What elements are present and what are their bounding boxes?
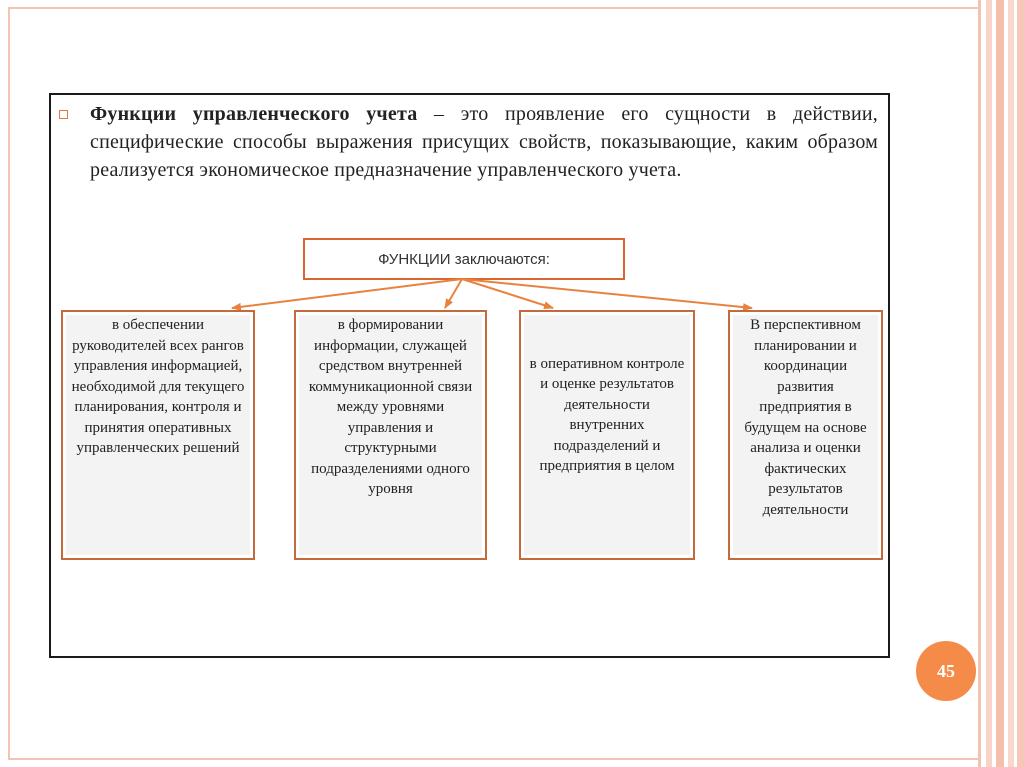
decor-stripe <box>978 0 981 767</box>
intro-paragraph <box>90 100 878 184</box>
decor-stripe <box>1008 0 1014 767</box>
function-text-3: в оперативном контроле и оценке результатов деятельности внутренних подразделений и предприятия в целом <box>529 355 685 474</box>
function-text-4: В перспективном планировании и координации развития предприятия в будущем на основе анализа и оценки фактических результатов деятельности <box>744 317 867 518</box>
slide-frame-left <box>8 7 10 760</box>
intro-definition: – это проявление его сущности в действии, специфические способы выражения присущих свойств, показывающие, каким образом реализуется экономическое предназначение управленческого учета. <box>90 103 878 181</box>
functions-root-box <box>303 238 625 280</box>
slide-frame-top <box>8 7 980 9</box>
square-bullet-icon <box>59 110 68 119</box>
function-box-1 <box>61 310 255 560</box>
decor-stripe <box>1017 0 1024 767</box>
decor-stripe <box>986 0 992 767</box>
functions-root-label: ФУНКЦИИ заключаются: <box>378 250 550 268</box>
page-number: 45 <box>937 660 955 681</box>
intro-term: Функции управленческого учета <box>90 103 418 125</box>
function-text-2: в формировании информации, служащей средством внутренней коммуникационной связи между уровнями управления и структурными подразделениями одного уровня <box>308 317 473 497</box>
slide-frame-bottom <box>8 758 980 760</box>
function-box-2 <box>294 310 487 560</box>
function-box-3 <box>519 310 695 560</box>
function-text-1: в обеспечении руководителей всех рангов управления информацией, необходимой для текущего планирования, контроля и принятия оперативных управленческих решений <box>71 317 245 456</box>
decor-stripe <box>996 0 1004 767</box>
function-box-4 <box>728 310 883 560</box>
page-number-badge <box>916 641 976 701</box>
